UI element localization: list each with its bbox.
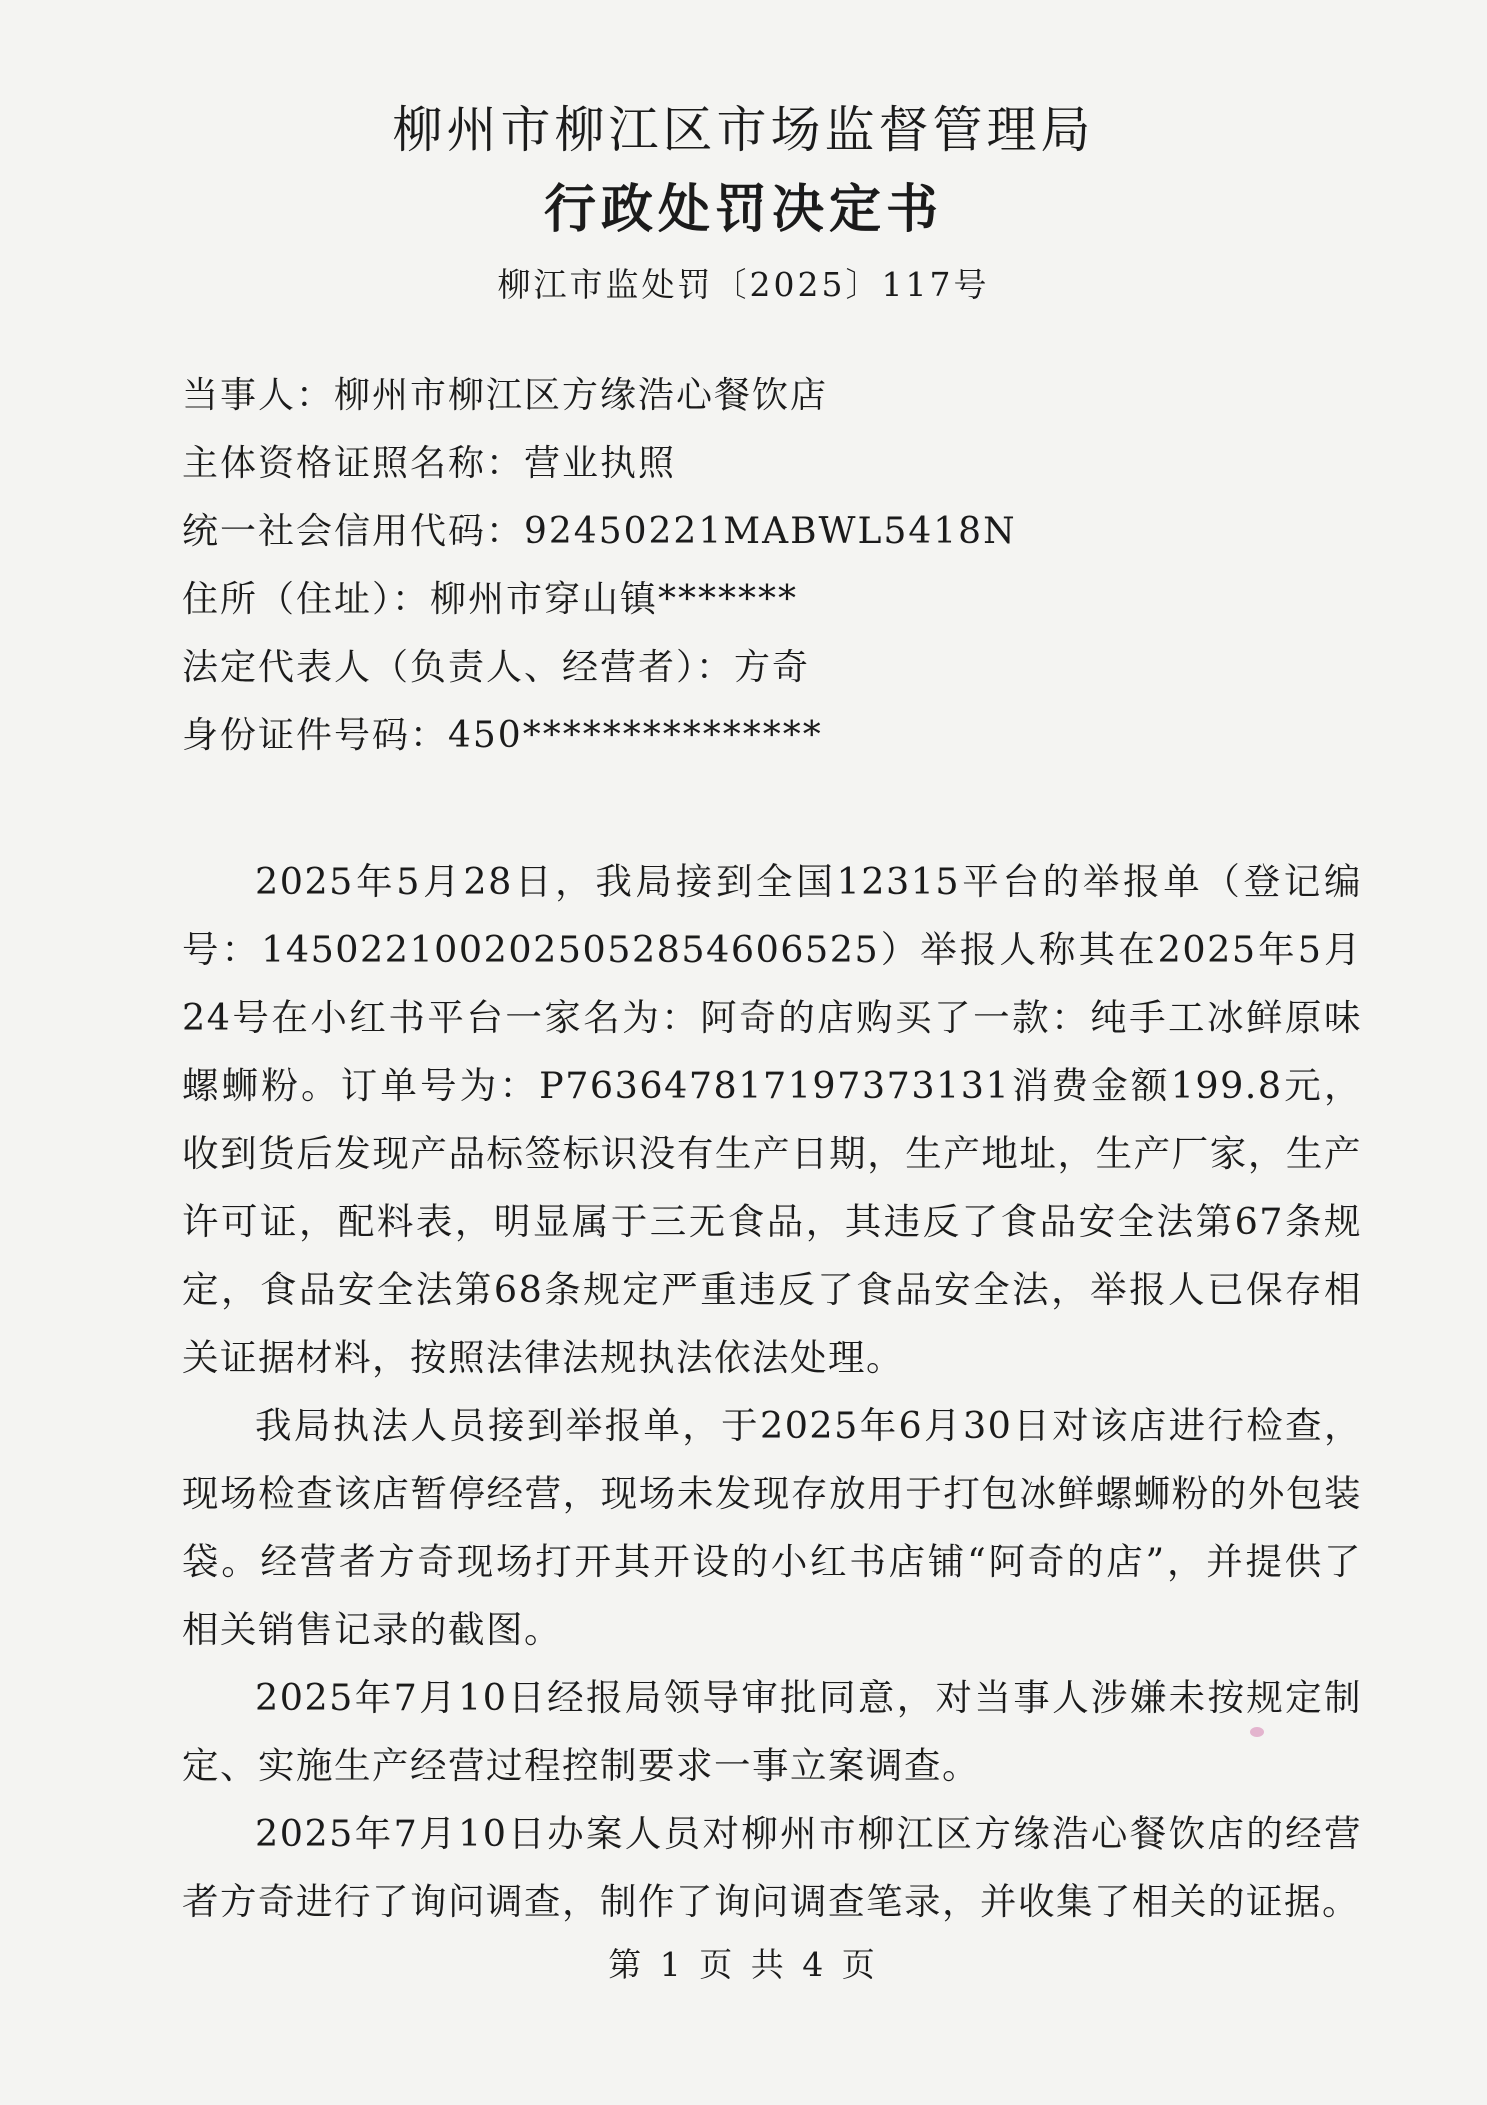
license-type: 主体资格证照名称：营业执照 (182, 443, 677, 484)
party-name: 当事人：柳州市柳江区方缘浩心餐饮店 (182, 375, 829, 416)
document-title: 行政处罚决定书 (543, 180, 943, 240)
id-number: 身份证件号码：450*************** (182, 715, 823, 756)
paragraph-case-filing: 2025年7月10日经报局领导审批同意，对当事人涉嫌未按规定制定、实施生产经营过程控制要求一事立案调查。 (182, 1676, 1362, 1787)
ink-speck (1250, 1727, 1264, 1737)
legal-representative: 法定代表人（负责人、经营者）：方奇 (182, 647, 811, 688)
document-number: 柳江市监处罚〔2025〕117号 (497, 265, 990, 304)
paragraph-complaint: 2025年5月28日，我局接到全国12315平台的举报单（登记编号：1450221002025052854606525）举报人称其在2025年5月24号在小红书平台一家名为：阿奇的店购买了一款：纯手工冰鲜原味螺蛳粉。订单号为：P763647817197373131消费金额199.8元，收到货后发现产品标签标识没有生产日期，生产地址，生产厂家，生产许可证，配料表，明显属于三无食品，其违反了食品安全法第67条规定，食品安全法第68条规定严重违反了食品安全法，举报人已保存相关证据材料，按照法律法规执法依法处理。 (182, 860, 1362, 1379)
paragraph-inspection: 我局执法人员接到举报单，于2025年6月30日对该店进行检查，现场检查该店暂停经营，现场未发现存放用于打包冰鲜螺蛳粉的外包装袋。经营者方奇现场打开其开设的小红书店铺“阿奇的店”，并提供了相关销售记录的截图。 (182, 1404, 1362, 1651)
paragraph-investigation: 2025年7月10日办案人员对柳州市柳江区方缘浩心餐饮店的经营者方奇进行了询问调查，制作了询问调查笔录，并收集了相关的证据。 (182, 1812, 1362, 1923)
page-indicator: 第 1 页 共 4 页 (608, 1945, 879, 1984)
address: 住所（住址）：柳州市穿山镇******* (182, 579, 799, 620)
issuing-organization: 柳州市柳江区市场监督管理局 (392, 101, 1095, 159)
credit-code: 统一社会信用代码：92450221MABWL5418N (182, 511, 1017, 552)
document-body (182, 848, 1362, 1936)
party-info (182, 362, 1362, 770)
